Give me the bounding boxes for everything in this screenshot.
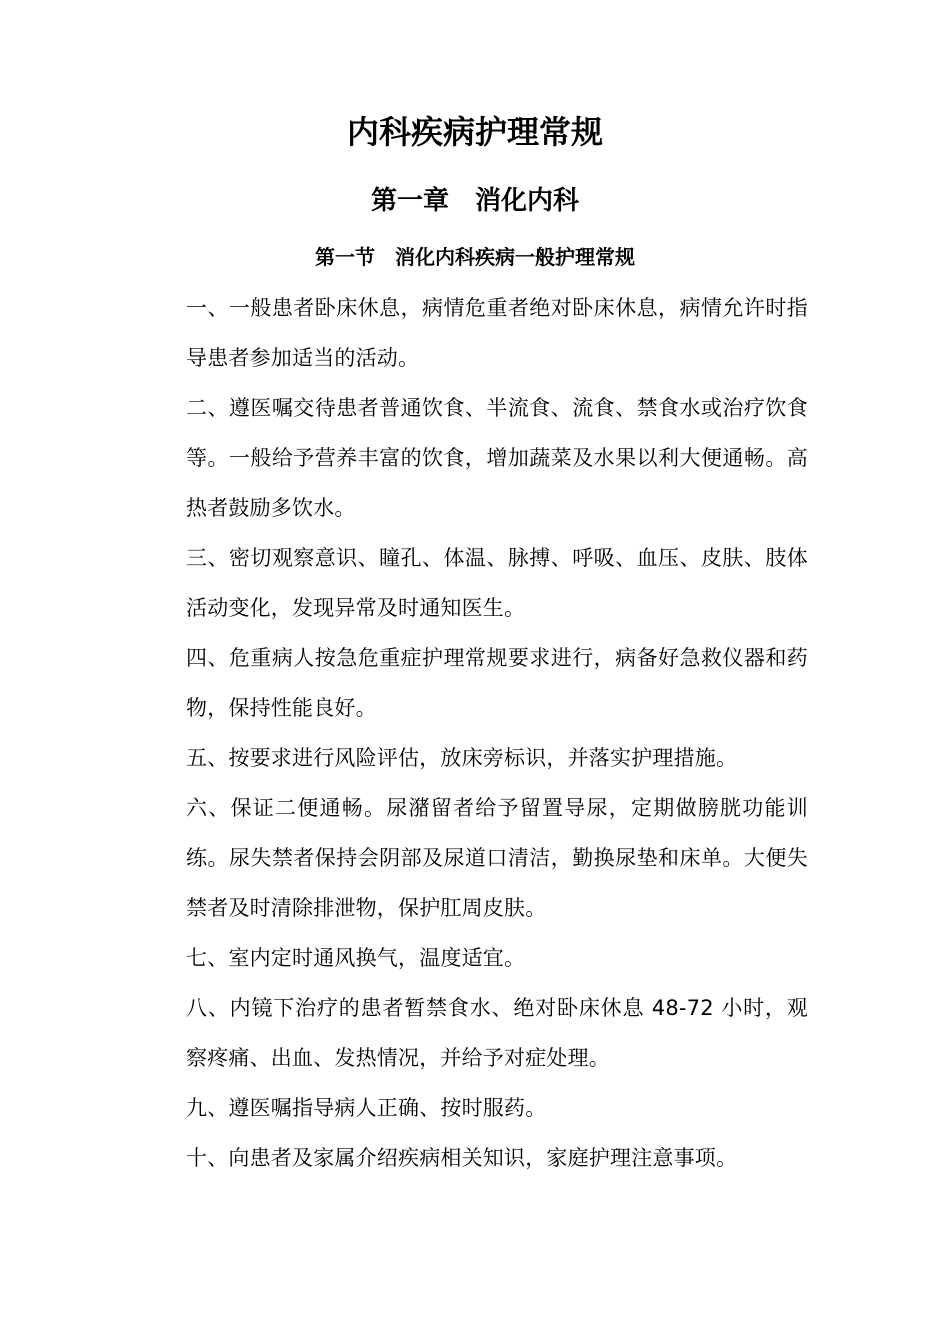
- paragraph-item-7: 七、室内定时通风换气，温度适宜。: [186, 946, 526, 970]
- paragraph-item-10: 十、向患者及家属介绍疾病相关知识，家庭护理注意事项。: [186, 1146, 738, 1170]
- document-body: [186, 283, 808, 1183]
- paragraph-item-6: 六、保证二便通畅。尿潴留者给予留置导尿，定期做膀胱功能训练。尿失禁者保持会阴部及尿道口清洁，勤换尿垫和床单。大便失禁者及时清除排泄物，保护肛周皮肤。: [186, 796, 808, 920]
- paragraph-item-1: 一、一般患者卧床休息，病情危重者绝对卧床休息，病情允许时指导患者参加适当的活动。: [186, 296, 808, 370]
- document-title: 内科疾病护理常规: [346, 113, 603, 151]
- paragraph-item-8: 八、内镜下治疗的患者暂禁食水、绝对卧床休息 48-72 小时，观察疼痛、出血、发热情况，并给予对症处理。: [186, 996, 808, 1070]
- paragraph-item-2: 二、遵医嘱交待患者普通饮食、半流食、流食、禁食水或治疗饮食等。一般给予营养丰富的饮食，增加蔬菜及水果以利大便通畅。高热者鼓励多饮水。: [186, 396, 808, 520]
- paragraph-item-9: 九、遵医嘱指导病人正确、按时服药。: [186, 1096, 547, 1120]
- chapter-heading: 第一章 消化内科: [370, 186, 579, 216]
- paragraph-item-5: 五、按要求进行风险评估，放床旁标识，并落实护理措施。: [186, 746, 738, 770]
- paragraph-item-4: 四、危重病人按急危重症护理常规要求进行，病备好急救仪器和药物，保持性能良好。: [186, 646, 808, 720]
- paragraph-item-3: 三、密切观察意识、瞳孔、体温、脉搏、呼吸、血压、皮肤、肢体活动变化，发现异常及时通知医生。: [186, 546, 808, 620]
- section-heading: 第一节 消化内科疾病一般护理常规: [315, 245, 635, 269]
